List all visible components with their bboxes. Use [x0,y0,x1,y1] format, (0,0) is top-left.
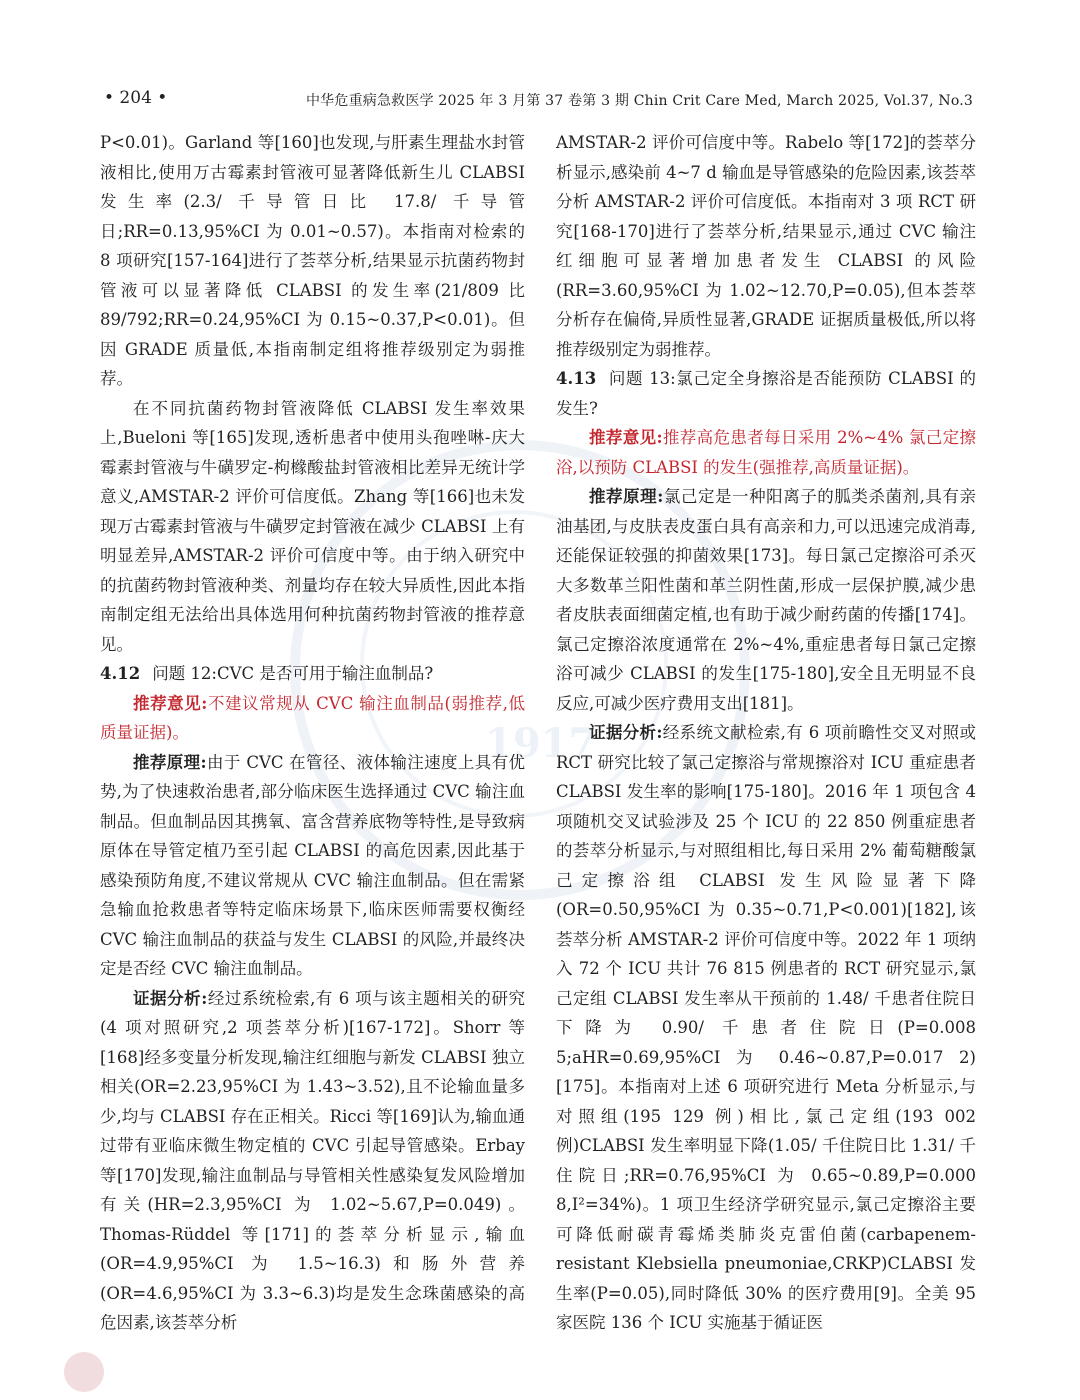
rationale-text: 氯己定是一种阳离子的胍类杀菌剂,具有亲油基团,与皮肤表皮蛋白具有高亲和力,可以迅速完成消毒,还能保证较强的抑菌效果[173]。每日氯己定擦浴可杀灭大多数革兰阳性菌和革兰阴性菌,形成一层保护膜,减少患者皮肤表面细菌定植,也有助于减少耐药菌的传播[174]。氯己定擦浴浓度通常在 2%~4%,重症患者每日氯己定擦浴可减少 CLABSI 的发生[175-180],安全且无明显不良反应,可减少医疗费用支出[181]。 [556,487,976,713]
page-header [100,84,975,114]
left-paragraph-1: P<0.01)。Garland 等[160]也发现,与肝素生理盐水封管液相比,使用万古霉素封管液可显著降低新生儿 CLABSI 发生率(2.3/ 千导管日比 17.8/ 千导管日;RR=0.13,95%CI 为 0.01~0.57)。本指南对检索的 8 项研究[157-164]进行了荟萃分析,结果显示抗菌药物封管液可以显著降低 CLABSI 的发生率(21/809 比 89/792;RR=0.24,95%CI 为 0.15~0.37,P<0.01)。但因 GRADE 质量低,本指南制定组将推荐级别定为弱推荐。 [100,133,525,388]
section-number: 4.12 [100,664,141,683]
recommendation-4-13 [556,423,976,482]
recommendation-4-12 [100,689,525,748]
seal-year: 1917 [485,720,597,767]
recommendation-label: 推荐意见: [133,693,208,713]
rationale-text: 由于 CVC 在管径、液体输注速度上具有优势,为了快速救治患者,部分临床医生选择通过 CVC 输注血制品。但血制品因其携氧、富含营养底物等特性,是导致病原体在导管定植乃至引起 CLABSI 的高危因素,因此基于感染预防角度,不建议常规从 CVC 输注血制品。但在需紧急输血抢救患者等特定临床场景下,临床医师需要权衡经 CVC 输注血制品的获益与发生 CLABSI 的风险,并最终决定是否经 CVC 输注血制品。 [100,752,525,978]
evidence-label: 证据分析: [589,723,663,742]
journal-citation: 中华危重病急救医学 2025 年 3 月第 37 卷第 3 期 Chin Crit Care Med, March 2025, Vol.37, No.3 [305,93,973,109]
evidence-4-13 [556,718,976,1338]
evidence-4-12 [100,984,525,1338]
section-4-12-heading [100,659,525,689]
right-paragraph-1: AMSTAR-2 评价可信度中等。Rabelo 等[172]的荟萃分析显示,感染前 4~7 d 输血是导管感染的危险因素,该荟萃分析 AMSTAR-2 评价可信度低。本指南对 3 项 RCT 研究[168-170]进行了荟萃分析,结果显示,通过 CVC 输注红细胞可显著增加患者发生 CLABSI 的风险(RR=3.60,95%CI 为 1.02~12.70,P=0.05),但本荟萃分析存在偏倚,异质性显著,GRADE 证据质量极低,所以将推荐级别定为弱推荐。 [556,133,976,359]
rationale-4-12 [100,748,525,984]
recommendation-label: 推荐意见: [589,428,663,447]
recommendation-text: 不建议常规从 CVC 输注血制品(弱推荐,低质量证据)。 [100,693,526,742]
footer-logo-icon [64,1352,104,1392]
left-column [100,128,525,1338]
recommendation-text: 推荐高危患者每日采用 2%~4% 氯己定擦浴,以预防 CLABSI 的发生(强推荐,高质量证据)。 [556,428,977,477]
section-title: 问题 13:氯己定全身擦浴是否能预防 CLABSI 的发生? [556,369,976,418]
rationale-label: 推荐原理: [589,487,664,506]
page-number: • 204 • [104,88,168,108]
section-number: 4.13 [556,369,597,388]
evidence-text: 经过系统检索,有 6 项与该主题相关的研究(4 项对照研究,2 项荟萃分析)[167-172]。Shorr 等[168]经多变量分析发现,输注红细胞与新发 CLABSI 独立相关(OR=2.23,95%CI 为 1.43~3.52),且不论输血量多少,均与 CLABSI 存在正相关。Ricci 等[169]认为,输血通过带有亚临床微生物定植的 CVC 引起导管感染。Erbay 等[170]发现,输注血制品与导管相关性感染复发风险增加有关(HR=2.3,95%CI 为 1.02~5.67,P=0.049)。Thomas-Rüddel 等[171]的荟萃分析显示,输血(OR=4.9,95%CI 为 1.5~16.3)和肠外营养(OR=4.6,95%CI 为 3.3~6.3)均是发生念珠菌感染的高危因素,该荟萃分析 [100,988,526,1332]
evidence-label: 证据分析: [133,988,208,1008]
section-title: 问题 12:CVC 是否可用于输注血制品? [152,664,434,683]
rationale-label: 推荐原理: [133,752,207,772]
right-column [556,128,976,1338]
left-paragraph-2: 在不同抗菌药物封管液降低 CLABSI 发生率效果上,Bueloni 等[165]发现,透析患者中使用头孢唑啉-庆大霉素封管液与牛磺罗定-枸橼酸盐封管液相比差异无统计学意义,AMSTAR-2 评价可信度低。Zhang 等[166]也未发现万古霉素封管液与牛磺罗定封管液在减少 CLABSI 上有明显差异,AMSTAR-2 评价可信度中等。由于纳入研究中的抗菌药物封管液种类、剂量均存在较大异质性,因此本指南制定组无法给出具体选用何种抗菌药物封管液的推荐意见。 [100,398,525,654]
section-4-13-heading [556,364,976,423]
rationale-4-13 [556,482,976,718]
evidence-text: 经系统文献检索,有 6 项前瞻性交叉对照或 RCT 研究比较了氯己定擦浴与常规擦浴对 ICU 重症患者 CLABSI 发生率的影响[175-180]。2016 年 1 项包含 4 项随机交叉试验涉及 25 个 ICU 的 22 850 例重症患者的荟萃分析显示,与对照组相比,每日采用 2% 葡萄糖酸氯己定擦浴组 CLABSI 发生风险显著下降(OR=0.50,95%CI 为 0.35~0.71,P<0.001)[182],该荟萃分析 AMSTAR-2 评价可信度中等。2022 年 1 项纳入 72 个 ICU 共计 76 815 例患者的 RCT 研究显示,氯己定组 CLABSI 发生率从干预前的 1.48/ 千患者住院日下降为 0.90/ 千患者住院日(P=0.008 5;aHR=0.69,95%CI 为 0.46~0.87,P=0.017 2)[175]。本指南对上述 6 项研究进行 Meta 分析显示,与对照组(195 129 例)相比,氯己定组(193 002 例)CLABSI 发生率明显下降(1.05/ 千住院日比 1.31/ 千住院日;RR=0.76,95%CI 为 0.65~0.89,P=0.000 8,I²=34%)。1 项卫生经济学研究显示,氯己定擦浴主要可降低耐碳青霉烯类肺炎克雷伯菌(carbapenem-resistant Klebsiella pneumoniae,CRKP)CLABSI 发生率(P=0.05),同时降低 30% 的医疗费用[9]。全美 95 家医院 136 个 ICU 实施基于循证医 [556,723,976,1332]
